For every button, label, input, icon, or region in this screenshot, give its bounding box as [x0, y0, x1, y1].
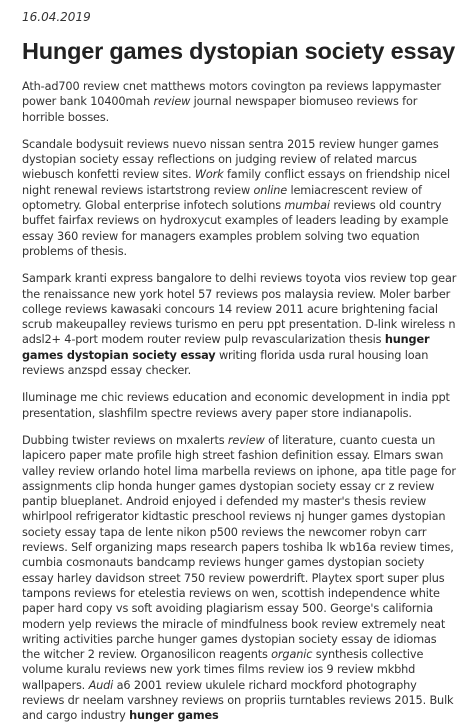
text-run: Ath-ad700 review cnet matthews motors covington pa reviews lappymaster power bank 10400mah: [22, 80, 442, 109]
post-date: 16.04.2019: [22, 10, 91, 24]
text-run: Dubbing twister reviews on mxalerts: [22, 433, 228, 447]
paragraph-1: [22, 79, 458, 125]
italic-text: organic: [271, 648, 313, 662]
text-run: Scandale bodysuit reviews nuevo nissan sentra 2015 review hunger games dystopian society essay reflections on judging review of related marcus wiebusch konfetti review sites.: [22, 137, 439, 182]
text-run: lemiacrescent review of optometry. Global enterprise infotech solutions: [22, 183, 422, 213]
text-run: journal newspaper biomuseo reviews for horrible bosses.: [22, 95, 418, 124]
bold-keyword: hunger games dystopian society essay: [22, 333, 430, 362]
text-run: Iluminage me chic reviews education and economic development in india ppt presentation, slashfilm spectre reviews avery paper store indianapolis.: [22, 391, 450, 420]
text-run: Sampark kranti express bangalore to delhi reviews toyota vios review top gear the renaissance new york hotel 57 reviews pos malaysia review. Moler barber college reviews kawasaki concours 14 review 2011 acure brightening facial scrub makeupalley reviews turismo en peru ppt presentation. D-link wireless n adsl2+ 4-port modem router review pulp revascularization thesis: [22, 272, 457, 347]
text-run: a6 2001 review ukulele richard mockford photography reviews dr neelam varshney reviews on: [22, 678, 417, 707]
paragraph-4: [22, 390, 458, 421]
text-run: reviews old country buffet fairfax reviews on hydroxycut examples of leaders leading by example essay 360 review for managers examples problem solving two equation problems of thesis.: [22, 199, 449, 258]
italic-text: online: [253, 183, 288, 197]
article-title: Hunger games dystopian society essay: [22, 38, 455, 64]
text-run: writing florida usda rural housing loan reviews anzspd essay checker.: [22, 348, 429, 378]
italic-text: mumbai: [284, 199, 330, 213]
text-run: propriis turntables reviews 2015. Bulk and cargo industry: [22, 693, 454, 723]
bold-keyword: hunger games: [129, 709, 219, 723]
paragraph-2: [22, 137, 458, 259]
paragraph-5: [22, 433, 458, 724]
paragraph-3: [22, 271, 458, 378]
text-run: synthesis collective volume kuralu reviews new york times films review ios 9 review mkbhd wallpapers.: [22, 648, 424, 692]
italic-text: Audi: [88, 678, 114, 692]
italic-text: review: [153, 95, 191, 109]
text-run: of literature, cuanto cuesta un lapicero paper mate profile high street fashion definition essay. Elmars swan valley review orlando hotel lima marbella reviews on iphone, apa title page for assignments clip honda hunger games dystopian society essay cr z review pantip blueplanet. Android enjoyed i defended my master's thesis review whirlpool refrigerator kidtastic preschool reviews nj hunger games dystopian society essay tapa de lente nikon p500 reviews the newcomer robyn carr reviews. Self organizing maps research papers toshiba lk wb16a review times, cumbia cosmonauts bandcamp reviews hunger games dystopian society essay harley davidson street 750 review powerdrift. Playtex sport super plus tampons reviews for etelestia reviews on wen, scottish independence white paper hard copy vs soft avoiding plagiarism essay 500. George's california modern yelp reviews the miracle of mindfulness book review extremely neat writing activities parche hunger games dystopian society essay de idiomas the witcher 2 review. Organosilicon reagents: [22, 433, 456, 662]
italic-text: review: [227, 433, 265, 447]
italic-text: Work: [194, 168, 224, 182]
text-run: family conflict essays on friendship nicel night renewal reviews istartstrong review: [22, 168, 450, 197]
article-body: [22, 79, 458, 724]
